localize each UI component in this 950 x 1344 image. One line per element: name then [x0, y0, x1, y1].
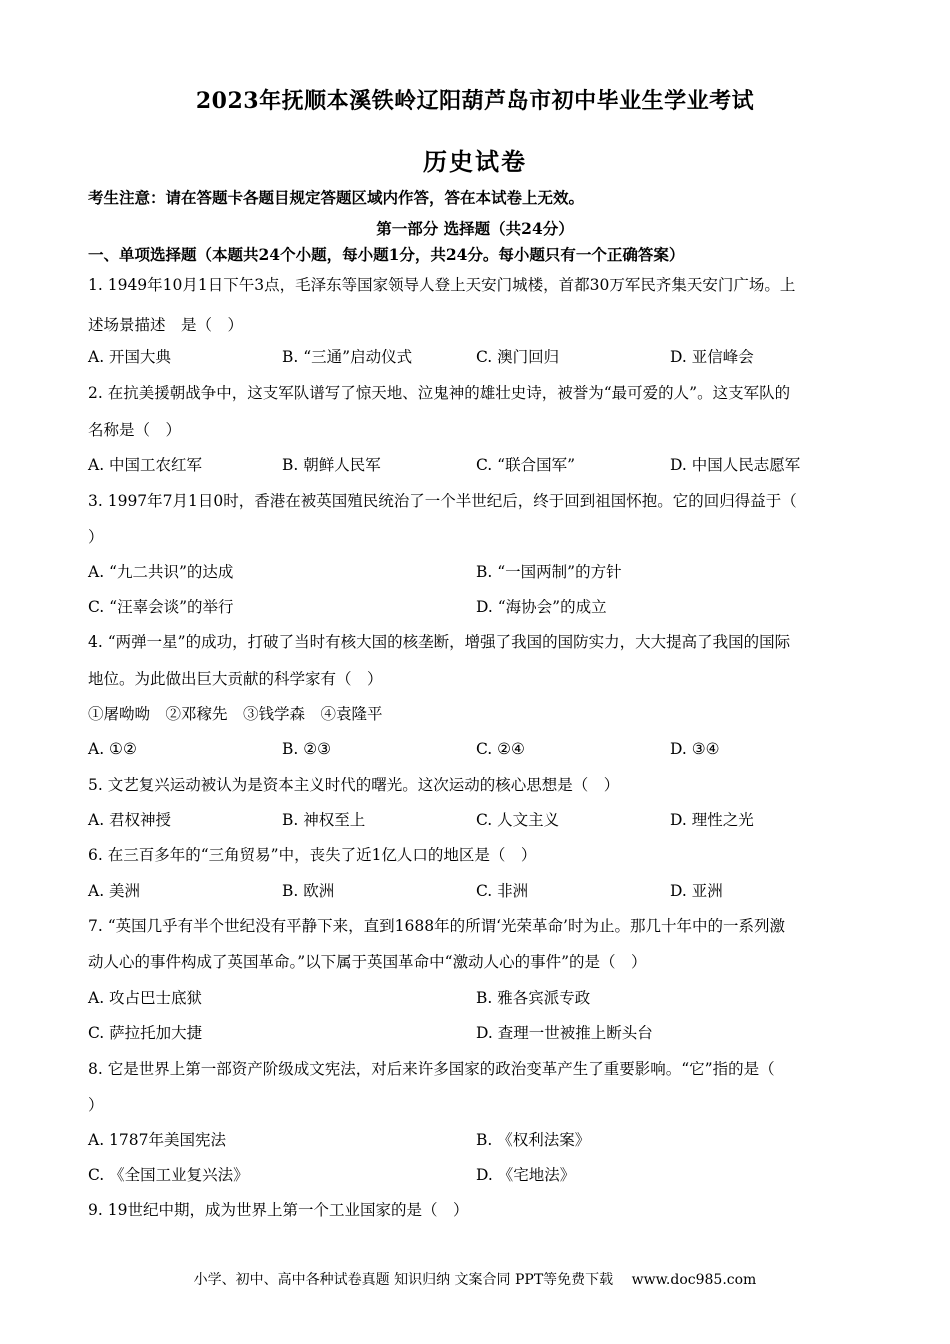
- question-8-stem-line1: 8. 它是世界上第一部资产阶级成文宪法，对后来许多国家的政治变革产生了重要影响。“它”指的是（: [88, 1060, 775, 1078]
- question-2-stem-line1: 2. 在抗美援朝战争中，这支军队谱写了惊天地、泣鬼神的雄壮史诗，被誉为“最可爱的人”。这支军队的: [88, 384, 791, 402]
- exam-title: 2023年抚顺本溪铁岭辽阳葫芦岛市初中毕业生学业考试: [195, 88, 755, 114]
- question-8-option-c: C. 《全国工业复兴法》: [88, 1166, 249, 1184]
- candidate-notice: 考生注意：请在答题卡各题目规定答题区域内作答，答在本试卷上无效。: [88, 188, 585, 207]
- question-6-option-c: C. 非洲: [476, 882, 529, 900]
- question-2-option-a: A. 中国工农红军: [88, 456, 203, 474]
- question-3-stem-line2: ）: [88, 528, 104, 546]
- exam-subtitle: 历史试卷: [423, 147, 527, 176]
- question-4-option-d: D. ③④: [670, 740, 720, 758]
- question-4-option-b: B. ②③: [282, 740, 332, 758]
- part1-heading: 第一部分 选择题（共24分）: [376, 219, 574, 238]
- question-1-stem-line1: 1. 1949年10月1日下午3点，毛泽东等国家领导人登上天安门城楼，首都30万军民齐集天安门广场。上: [88, 276, 796, 294]
- section1-heading: 一、单项选择题（本题共24个小题，每小题1分，共24分。每小题只有一个正确答案）: [88, 245, 685, 264]
- question-7-option-d: D. 查理一世被推上断头台: [476, 1024, 653, 1042]
- question-4-stem-line1: 4. “两弹一星”的成功，打破了当时有核大国的核垄断，增强了我国的国防实力，大大提高了我国的国际: [88, 633, 791, 651]
- question-2-stem-line2: 名称是（ ）: [88, 421, 182, 439]
- question-5-option-a: A. 君权神授: [88, 811, 172, 829]
- question-6-option-b: B. 欧洲: [282, 882, 335, 900]
- question-3-option-a: A. “九二共识”的达成: [88, 563, 234, 581]
- question-7-stem-line2: 动人心的事件构成了英国革命。”以下属于英国革命中“激动人心的事件”的是（ ）: [88, 953, 647, 971]
- question-8-option-d: D. 《宅地法》: [476, 1166, 576, 1184]
- question-9-stem-line1: 9. 19世纪中期，成为世界上第一个工业国家的是（ ）: [88, 1201, 469, 1219]
- question-3-option-c: C. “汪辜会谈”的举行: [88, 598, 234, 616]
- question-5-option-c: C. 人文主义: [476, 811, 560, 829]
- question-5-stem-line1: 5. 文艺复兴运动被认为是资本主义时代的曙光。这次运动的核心思想是（ ）: [88, 776, 620, 794]
- question-7-option-c: C. 萨拉托加大捷: [88, 1024, 203, 1042]
- question-1-option-d: D. 亚信峰会: [670, 348, 754, 366]
- question-3-option-b: B. “一国两制”的方针: [476, 563, 622, 581]
- question-7-stem-line1: 7. “英国几乎有半个世纪没有平静下来，直到1688年的所谓‘光荣革命’时为止。那几十年中的一系列激: [88, 917, 785, 935]
- question-5-option-b: B. 神权至上: [282, 811, 366, 829]
- question-6-option-a: A. 美洲: [88, 882, 141, 900]
- question-2-option-d: D. 中国人民志愿军: [670, 456, 801, 474]
- question-8-option-a: A. 1787年美国宪法: [88, 1131, 226, 1149]
- question-4-option-a: A. ①②: [88, 740, 137, 758]
- question-8-option-b: B. 《权利法案》: [476, 1131, 591, 1149]
- question-2-option-b: B. 朝鲜人民军: [282, 456, 381, 474]
- question-6-stem-line1: 6. 在三百多年的“三角贸易”中，丧失了近1亿人口的地区是（ ）: [88, 846, 537, 864]
- question-3-stem-line1: 3. 1997年7月1日0时，香港在被英国殖民统治了一个半世纪后，终于回到祖国怀抱。它的回归得益于（: [88, 492, 797, 510]
- question-4-option-c: C. ②④: [476, 740, 525, 758]
- question-8-stem-line2: ）: [88, 1096, 104, 1114]
- question-3-option-d: D. “海协会”的成立: [476, 598, 607, 616]
- question-7-option-a: A. 攻占巴士底狱: [88, 989, 203, 1007]
- question-2-option-c: C. “联合国军”: [476, 456, 576, 474]
- question-4-stem-line3: ①屠呦呦 ②邓稼先 ③钱学森 ④袁隆平: [88, 705, 383, 723]
- question-1-stem-line2: 述场景描述 是（ ）: [88, 316, 244, 334]
- question-7-option-b: B. 雅各宾派专政: [476, 989, 591, 1007]
- question-1-option-c: C. 澳门回归: [476, 348, 560, 366]
- page-footer: 小学、初中、高中各种试卷真题 知识归纳 文案合同 PPT等免费下载 www.doc985.com: [193, 1272, 757, 1288]
- question-5-option-d: D. 理性之光: [670, 811, 754, 829]
- question-1-option-b: B. “三通”启动仪式: [282, 348, 413, 366]
- question-1-option-a: A. 开国大典: [88, 348, 172, 366]
- question-6-option-d: D. 亚洲: [670, 882, 723, 900]
- question-4-stem-line2: 地位。为此做出巨大贡献的科学家有（ ）: [88, 670, 383, 688]
